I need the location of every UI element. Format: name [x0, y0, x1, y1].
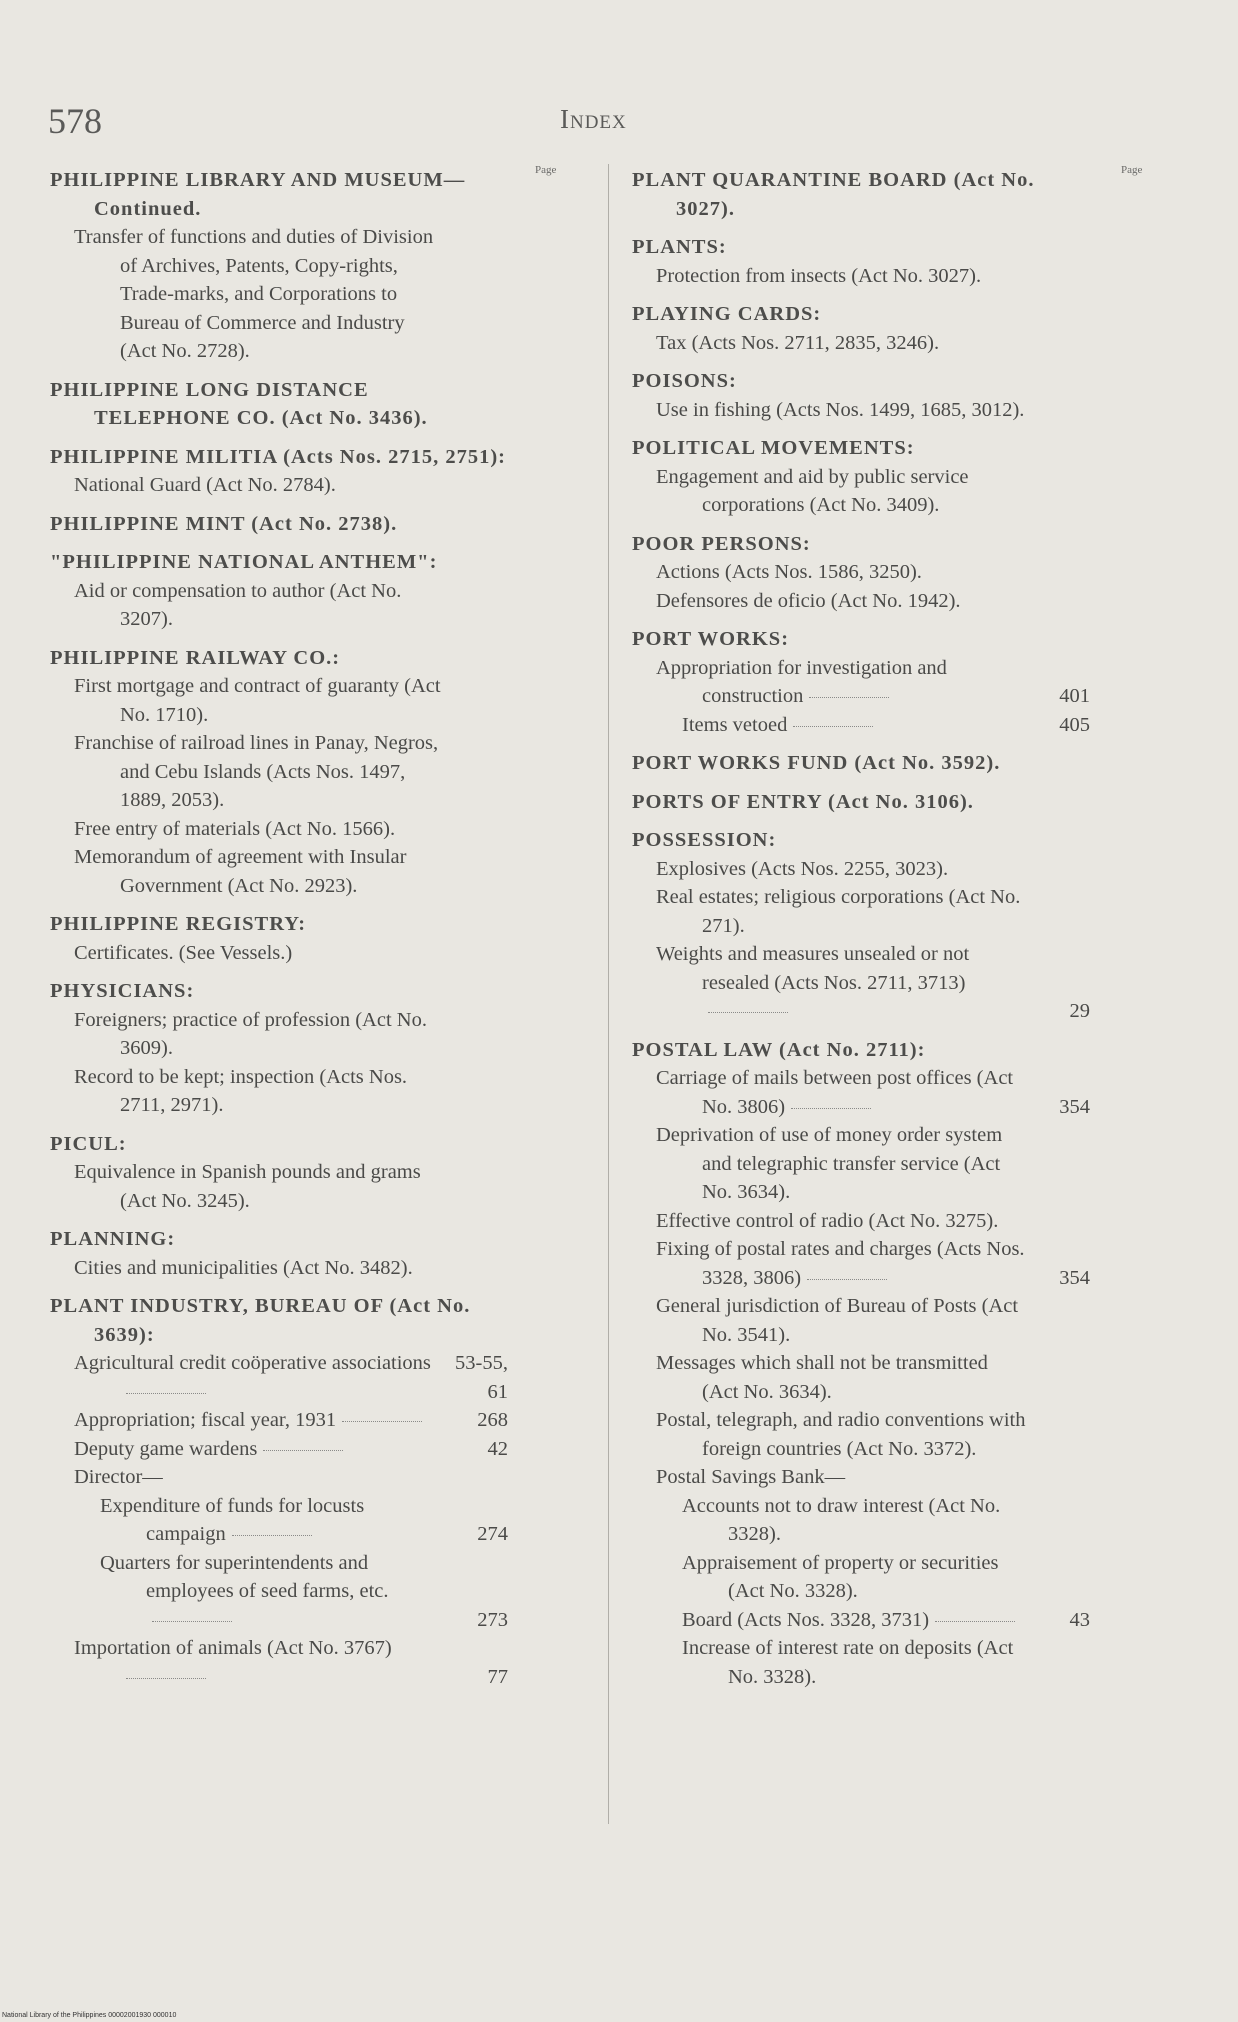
page-reference: 354	[1059, 1266, 1090, 1289]
subentry-text: Franchise of railroad lines in Panay, Negros, and Cebu Islands (Acts Nos. 1497, 1889, 2053).	[74, 732, 439, 811]
subentry	[50, 672, 508, 729]
subentry-text: Carriage of mails between post offices (Act No. 3806)	[656, 1067, 1014, 1118]
subentry-text: Accounts not to draw interest (Act No. 3328).	[682, 1494, 1001, 1545]
subentry-text: Tax (Acts Nos. 2711, 2835, 3246).	[656, 331, 940, 354]
entry-heading: PHILIPPINE RAILWAY CO.:	[50, 646, 341, 669]
index-entry	[50, 910, 508, 967]
dot-leader	[708, 1012, 788, 1013]
page-reference: 43	[1069, 1608, 1090, 1631]
index-entry	[50, 510, 508, 539]
subentry	[50, 815, 508, 844]
subentry	[632, 1207, 1090, 1236]
subentry	[50, 1406, 508, 1435]
index-entry	[632, 300, 1090, 357]
subentry-text: Fixing of postal rates and charges (Acts Nos. 3328, 3806)	[656, 1238, 1025, 1289]
page-reference: 268	[477, 1409, 508, 1431]
subentry	[50, 1158, 508, 1215]
subentry-text: Board (Acts Nos. 3328, 3731)	[682, 1608, 930, 1631]
subentry	[632, 329, 1090, 358]
page-column-label-left: Page	[535, 164, 557, 176]
subentry-text: Memorandum of agreement with Insular Government (Act No. 2923).	[74, 846, 407, 897]
subentry-text: Deprivation of use of money order system and telegraphic transfer service (Act No. 3634).	[656, 1124, 1003, 1203]
subentry-text: Real estates; religious corporations (Act No. 271).	[656, 886, 1021, 937]
entry-heading: PLANT QUARANTINE BOARD (Act No. 3027).	[632, 169, 1035, 220]
subentry-text: Engagement and aid by public service corporations (Act No. 3409).	[656, 465, 969, 516]
index-entry	[632, 749, 1090, 778]
dot-leader	[807, 1279, 887, 1280]
dot-leader	[126, 1393, 206, 1394]
subentry-text: Quarters for superintendents and employees of seed farms, etc.	[100, 1551, 389, 1602]
entry-heading: PORTS OF ENTRY (Act No. 3106).	[632, 790, 974, 813]
index-entry	[632, 530, 1090, 616]
subentry-text: Importation of animals (Act No. 3767)	[74, 1637, 392, 1659]
dot-leader	[793, 726, 873, 727]
subentry	[50, 939, 508, 968]
entry-heading: PLANNING:	[50, 1228, 176, 1250]
subentry	[632, 1463, 1090, 1492]
subentry	[632, 1292, 1090, 1349]
entry-heading: PORT WORKS FUND (Act No. 3592).	[632, 752, 1001, 774]
subentry-text: Explosives (Acts Nos. 2255, 3023).	[656, 857, 949, 880]
subentry-text: Postal Savings Bank—	[656, 1466, 846, 1488]
entry-heading: POOR PERSONS:	[632, 532, 811, 555]
subentry-text: Certificates. (See Vessels.)	[74, 941, 293, 964]
index-entry	[50, 1225, 508, 1282]
index-column-right	[632, 166, 1090, 1701]
index-entry	[632, 233, 1090, 290]
subentry	[632, 396, 1090, 425]
page-reference: 354	[1059, 1095, 1090, 1118]
column-divider	[608, 164, 609, 1824]
subentry-text: Actions (Acts Nos. 1586, 3250).	[656, 561, 922, 583]
subentry	[632, 1064, 1090, 1121]
entry-heading: PLANT INDUSTRY, BUREAU OF (Act No. 3639):	[50, 1295, 471, 1346]
subentry-text: Aid or compensation to author (Act No. 3207).	[74, 579, 402, 630]
subentry	[632, 883, 1090, 940]
entry-heading: PHILIPPINE MILITIA (Acts Nos. 2715, 2751):	[50, 445, 506, 468]
scan-footer: National Library of the Philippines 00002001930 000010	[2, 2012, 177, 2019]
page-reference: 77	[487, 1665, 508, 1688]
subentry	[50, 843, 508, 900]
subentry	[632, 1349, 1090, 1406]
page-reference: 42	[487, 1437, 508, 1460]
page-reference: 29	[1069, 1000, 1090, 1022]
entry-heading: POSSESSION:	[632, 829, 777, 851]
subentry	[50, 1435, 508, 1464]
subentry	[50, 729, 508, 815]
subentry-text: Items vetoed	[682, 713, 788, 736]
index-entry	[50, 1130, 508, 1216]
index-entry	[50, 644, 508, 901]
subentry	[632, 1634, 1090, 1691]
index-entry	[632, 367, 1090, 424]
subentry	[50, 1254, 508, 1283]
subentry-text: First mortgage and contract of guaranty (Act No. 1710).	[74, 675, 441, 726]
subentry-text: Agricultural credit coöperative associations	[74, 1352, 431, 1374]
subentry-text: National Guard (Act No. 2784).	[74, 474, 336, 496]
page-reference: 405	[1059, 713, 1090, 736]
subentry-text: Deputy game wardens	[74, 1437, 258, 1460]
subentry-text: Transfer of functions and duties of Division of Archives, Patents, Copy-rights, Trade-marks, and Corporations to Bureau of Commerce and Industry (Act No. 2728).	[74, 226, 434, 362]
subentry	[632, 1235, 1090, 1292]
entry-heading: PHYSICIANS:	[50, 980, 195, 1002]
page-reference: 273	[477, 1608, 508, 1631]
subentry	[632, 654, 1090, 711]
entry-heading: PHILIPPINE MINT (Act No. 2738).	[50, 512, 398, 535]
entry-heading: "PHILIPPINE NATIONAL ANTHEM":	[50, 551, 438, 573]
subentry-text: Director—	[74, 1466, 163, 1488]
index-entry	[632, 826, 1090, 1026]
subentry	[632, 1121, 1090, 1207]
subentry	[632, 1406, 1090, 1463]
subentry-text: Foreigners; practice of profession (Act No. 3609).	[74, 1008, 427, 1059]
subentry	[50, 223, 508, 366]
page-number: 578	[48, 101, 102, 141]
entry-heading: POLITICAL MOVEMENTS:	[632, 437, 915, 459]
entry-heading: POISONS:	[632, 370, 737, 392]
index-entry	[632, 625, 1090, 739]
page-reference: 53-55, 61	[455, 1352, 508, 1403]
entry-heading: PHILIPPINE LONG DISTANCE TELEPHONE CO. (Act No. 3436).	[50, 378, 428, 429]
subentry-text: Increase of interest rate on deposits (Act No. 3328).	[682, 1637, 1014, 1688]
subentry-text: Effective control of radio (Act No. 3275).	[656, 1209, 999, 1232]
subentry-text: Equivalence in Spanish pounds and grams (Act No. 3245).	[74, 1161, 421, 1212]
subentry	[50, 1634, 508, 1691]
subentry	[632, 262, 1090, 291]
index-entry	[632, 1036, 1090, 1692]
subentry-text: Free entry of materials (Act No. 1566).	[74, 817, 396, 840]
subentry-text: Appropriation; fiscal year, 1931	[74, 1409, 337, 1431]
subentry	[632, 855, 1090, 884]
dot-leader	[935, 1621, 1015, 1622]
subentry-text: Expenditure of funds for locusts campaign	[100, 1494, 365, 1545]
page-reference: 274	[477, 1523, 508, 1545]
subentry	[632, 1549, 1090, 1606]
page-reference: 401	[1059, 685, 1090, 707]
subentry	[50, 1549, 508, 1635]
index-column-left	[50, 166, 508, 1701]
subentry	[50, 1492, 508, 1549]
dot-leader	[791, 1108, 871, 1109]
subentry-text: Cities and municipalities (Act No. 3482).	[74, 1256, 413, 1279]
subentry-text: Record to be kept; inspection (Acts Nos. 2711, 2971).	[74, 1065, 408, 1116]
dot-leader	[263, 1450, 343, 1451]
subentry	[50, 471, 508, 500]
subentry	[632, 940, 1090, 1026]
index-entry	[50, 166, 508, 366]
subentry-text: Appropriation for investigation and construction	[656, 656, 947, 707]
subentry	[50, 1349, 508, 1406]
subentry	[50, 1063, 508, 1120]
index-entry	[632, 166, 1090, 223]
entry-heading: POSTAL LAW (Act No. 2711):	[632, 1038, 926, 1061]
subentry	[632, 1492, 1090, 1549]
subentry	[632, 463, 1090, 520]
subentry	[632, 558, 1090, 587]
entry-heading: PICUL:	[50, 1132, 127, 1155]
subentry-text: Defensores de oficio (Act No. 1942).	[656, 589, 961, 612]
dot-leader	[152, 1621, 232, 1622]
subentry-text: Postal, telegraph, and radio conventions with foreign countries (Act No. 3372).	[656, 1409, 1026, 1460]
index-entry	[50, 977, 508, 1120]
page-column-label-right: Page	[1121, 164, 1143, 176]
subentry-text: General jurisdiction of Bureau of Posts (Act No. 3541).	[656, 1295, 1019, 1346]
subentry-text: Protection from insects (Act No. 3027).	[656, 264, 982, 287]
subentry-text: Appraisement of property or securities (Act No. 3328).	[682, 1551, 999, 1602]
index-entry	[50, 548, 508, 634]
dot-leader	[232, 1535, 312, 1536]
dot-leader	[342, 1421, 422, 1422]
entry-heading: PLANTS:	[632, 236, 727, 258]
index-entry	[50, 1292, 508, 1691]
subentry-text: Weights and measures unsealed or not resealed (Acts Nos. 2711, 3713)	[656, 943, 970, 994]
index-entry	[632, 434, 1090, 520]
entry-heading: PORT WORKS:	[632, 628, 790, 650]
subentry	[632, 711, 1090, 740]
subentry-text: Messages which shall not be transmitted (Act No. 3634).	[656, 1352, 988, 1403]
index-entry	[50, 443, 508, 500]
subentry	[632, 587, 1090, 616]
index-entry	[50, 376, 508, 433]
subentry	[50, 1006, 508, 1063]
index-entry	[632, 788, 1090, 817]
subentry	[632, 1606, 1090, 1635]
dot-leader	[809, 697, 889, 698]
subentry	[50, 577, 508, 634]
dot-leader	[126, 1678, 206, 1679]
entry-heading: PHILIPPINE REGISTRY:	[50, 913, 307, 935]
entry-heading: PLAYING CARDS:	[632, 303, 822, 325]
subentry-text: Use in fishing (Acts Nos. 1499, 1685, 3012).	[656, 398, 1025, 421]
running-head: Index	[560, 104, 627, 134]
entry-heading: PHILIPPINE LIBRARY AND MUSEUM—Continued.	[50, 169, 466, 220]
subentry	[50, 1463, 508, 1492]
